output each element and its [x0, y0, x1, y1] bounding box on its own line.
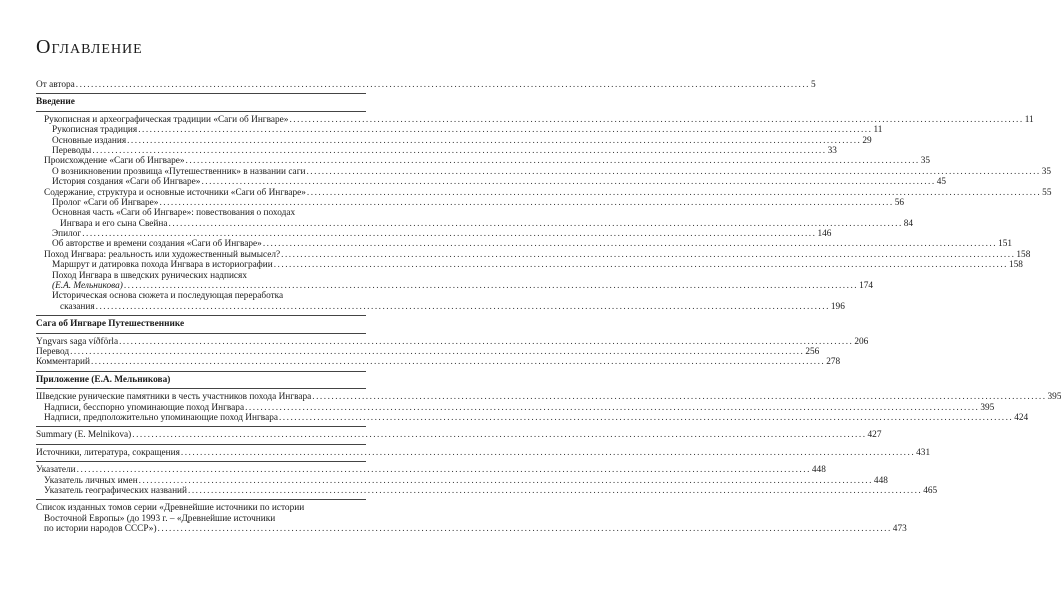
toc-entry-pokhod-v-shvedskikh-line1[interactable]: Поход Ингвара в шведских рунических надписях: [52, 270, 247, 281]
toc-entry-text: Основные издания: [52, 135, 127, 146]
toc-entry-page: 448: [873, 475, 888, 486]
leader-dots: [312, 392, 1046, 402]
leader-dots: [159, 198, 893, 208]
section-divider: [36, 461, 366, 462]
toc-entry-summary[interactable]: [36, 430, 882, 441]
toc-entry-o-vozniknovenii[interactable]: [36, 166, 1052, 177]
author-name: (Е.А. Мельникова): [52, 281, 123, 292]
leader-dots: [169, 219, 903, 229]
leader-dots: [201, 177, 935, 187]
toc-entry-text: [52, 281, 123, 291]
toc-entry-page: 395: [980, 402, 995, 413]
toc-entry-page: 35: [920, 156, 931, 167]
toc-entry-pokhod-ingvara[interactable]: [36, 249, 1031, 260]
section-divider: [36, 315, 366, 316]
section-divider: [36, 426, 366, 427]
section-divider: [36, 499, 366, 500]
toc-entry-text: сказания: [60, 301, 95, 312]
toc-entry-page: 33: [827, 145, 837, 156]
toc-entry-text: Об авторстве и времени создания «Саги об Ингваре»: [52, 239, 262, 250]
toc-entry-page: 431: [916, 447, 931, 458]
toc-entry-perevody[interactable]: [36, 145, 837, 156]
leader-dots: [76, 80, 810, 90]
toc-entry-text: Шведские рунические памятники в честь участников похода Ингвара: [36, 392, 312, 403]
toc-entry-perevod[interactable]: [36, 346, 820, 357]
section-heading-prilozhenie[interactable]: Приложение (Е.А. Мельникова): [36, 374, 171, 385]
leader-dots: [263, 239, 997, 249]
toc-entry-prolog[interactable]: [36, 197, 904, 208]
toc-entry-page: 45: [936, 177, 946, 188]
toc-entry-page: 196: [830, 301, 845, 312]
leader-dots: [188, 486, 922, 496]
toc-entry-text: Пролог «Саги об Ингваре»: [52, 197, 159, 208]
toc-entry-text: Указатель географических названий: [44, 485, 187, 496]
toc-entry-osnovnaya-chast[interactable]: [36, 218, 914, 229]
toc-entry-page: 278: [826, 357, 841, 368]
toc-entry-text: Yngvars saga víðförla: [36, 336, 119, 347]
toc-entry-soderzhanie[interactable]: [36, 187, 1052, 198]
toc-entry-marshrut[interactable]: [36, 260, 1023, 271]
toc-entry-epilog[interactable]: [36, 229, 832, 240]
section-heading-saga[interactable]: Сага об Ингваре Путешественнике: [36, 319, 185, 330]
leader-dots: [127, 136, 861, 146]
toc-entry-osnovnye-izdaniya[interactable]: [36, 135, 872, 146]
toc-entry-page: 35: [1041, 166, 1052, 177]
leader-dots: [306, 167, 1040, 177]
toc-entry-page: 11: [873, 125, 883, 136]
toc-entry-text: Надписи, бесспорно упоминающие поход Ингвара: [44, 402, 245, 413]
toc-entry-text: Маршрут и датировка похода Ингвара в историографии: [52, 260, 273, 271]
leader-dots: [82, 229, 816, 239]
toc-entry-nadpisi-predpolozhitelno[interactable]: [36, 412, 1029, 423]
toc-entry-text: по истории народов СССР»): [44, 524, 157, 535]
toc-entry-text: Эпилог: [52, 229, 82, 240]
toc-entry-page: 206: [854, 336, 869, 347]
toc-entry-istoricheskaya-line1[interactable]: Историческая основа сюжета и последующая переработка: [52, 291, 284, 302]
leader-dots: [77, 465, 811, 475]
toc-entry-page: 256: [805, 346, 820, 357]
section-divider: [36, 333, 366, 334]
toc-entry-text: Перевод: [36, 346, 70, 357]
toc-entry-text: О возникновении прозвища «Путешественник» в названии саги: [52, 166, 306, 177]
toc-entry-page: 427: [867, 430, 882, 441]
toc-entry-rukopisnaya[interactable]: [36, 114, 1034, 125]
section-divider: [36, 444, 366, 445]
toc-entry-istochniki[interactable]: [36, 447, 931, 458]
toc-entry-text: Надписи, предположительно упоминающие поход Ингвара: [44, 412, 278, 423]
toc-entry-text: От автора: [36, 80, 75, 90]
toc-entry-shvedskie[interactable]: [36, 392, 1061, 403]
toc-entry-page: 5: [811, 80, 816, 90]
section-divider: [36, 371, 366, 372]
toc-entry-page: 55: [1042, 187, 1052, 198]
leader-dots: [181, 448, 915, 458]
toc-entry-page: 395: [1047, 392, 1061, 403]
toc-entry-nadpisi-bessporno[interactable]: [36, 402, 995, 413]
leader-dots: [158, 524, 892, 534]
toc-entry-text: Переводы: [52, 145, 92, 156]
leader-dots: [139, 476, 873, 486]
leader-dots: [124, 281, 858, 291]
leader-dots: [186, 156, 920, 166]
toc-entry-text: Поход Ингвара: реальность или художественный вымысел?: [44, 249, 281, 260]
toc-entry-page: 56: [894, 197, 904, 208]
toc-entry-page: 174: [859, 281, 874, 292]
toc-entry-page: 29: [862, 135, 872, 146]
section-heading-vvedenie[interactable]: Введение: [36, 97, 75, 108]
leader-dots: [138, 125, 872, 135]
toc-entry-istoriya-sozdaniya[interactable]: [36, 177, 946, 188]
toc-entry-page: 11: [1024, 114, 1034, 125]
toc-entry-page: 84: [903, 218, 914, 229]
toc-entry-text: Комментарий: [36, 357, 90, 368]
table-of-contents: [36, 80, 1061, 535]
toc-entry-spisok-line2[interactable]: Восточной Европы» (до 1993 г. – «Древнейшие источники: [44, 513, 276, 524]
leader-dots: [92, 146, 826, 156]
leader-dots: [307, 188, 1041, 198]
leader-dots: [96, 302, 830, 312]
toc-entry-text: Summary (E. Melnikova): [36, 430, 132, 441]
toc-entry-page: 151: [998, 239, 1013, 250]
leader-dots: [281, 250, 1015, 260]
leader-dots: [119, 337, 853, 347]
toc-entry-text: Указатели: [36, 465, 76, 476]
toc-entry-text: Рукописная и археографическая традиции «Саги об Ингваре»: [44, 114, 289, 125]
toc-entry-page: 158: [1016, 249, 1031, 260]
toc-entry-text: Ингвара и его сына Свейна: [60, 218, 168, 229]
toc-entry-text: История создания «Саги об Ингваре»: [52, 177, 201, 188]
leader-dots: [245, 403, 979, 413]
toc-entry-yngvars-saga[interactable]: [36, 336, 869, 347]
toc-entry-ukazateli[interactable]: [36, 465, 826, 476]
toc-entry-page: 424: [1014, 412, 1029, 423]
toc-entry-ukazatel-imen[interactable]: [36, 475, 888, 486]
toc-entry-text: Происхождение «Саги об Ингваре»: [44, 156, 185, 167]
toc-entry-pokhod-v-shvedskikh[interactable]: [36, 281, 874, 292]
toc-entry-rukopisnaya-traditsiya[interactable]: [36, 125, 883, 136]
toc-entry-text: Содержание, структура и основные источники «Саги об Ингваре»: [44, 187, 306, 198]
section-divider: [36, 93, 366, 94]
toc-entry-ukazatel-geo[interactable]: [36, 485, 938, 496]
toc-entry-kommentariy[interactable]: [36, 357, 841, 368]
toc-entry-text: Рукописная традиция: [52, 125, 138, 136]
leader-dots: [91, 357, 825, 367]
toc-entry-ot-avtora[interactable]: [36, 80, 816, 90]
section-divider: [36, 388, 366, 389]
toc-entry-proiskhozhdenie[interactable]: [36, 156, 931, 167]
page-title: Оглавление: [36, 36, 143, 58]
toc-entry-page: 465: [923, 485, 938, 496]
leader-dots: [70, 347, 804, 357]
toc-entry-spisok[interactable]: [36, 524, 907, 535]
leader-dots: [279, 413, 1013, 423]
toc-entry-ob-avtore[interactable]: [36, 239, 1013, 250]
toc-entry-page: 473: [892, 524, 907, 535]
toc-entry-spisok-line1[interactable]: Список изданных томов серии «Древнейшие источники по истории: [36, 503, 305, 514]
toc-entry-text: Указатель личных имен: [44, 475, 138, 486]
toc-entry-text: Источники, литература, сокращения: [36, 447, 180, 458]
leader-dots: [132, 430, 866, 440]
toc-entry-page: 448: [811, 465, 826, 476]
toc-entry-page: 158: [1008, 260, 1023, 271]
toc-entry-istoricheskaya[interactable]: [36, 301, 845, 312]
leader-dots: [289, 115, 1023, 125]
toc-entry-osnovnaya-chast-line1[interactable]: Основная часть «Саги об Ингваре»: повествования о походах: [52, 208, 296, 219]
section-divider: [36, 111, 366, 112]
leader-dots: [274, 260, 1008, 270]
toc-entry-page: 146: [817, 229, 832, 240]
